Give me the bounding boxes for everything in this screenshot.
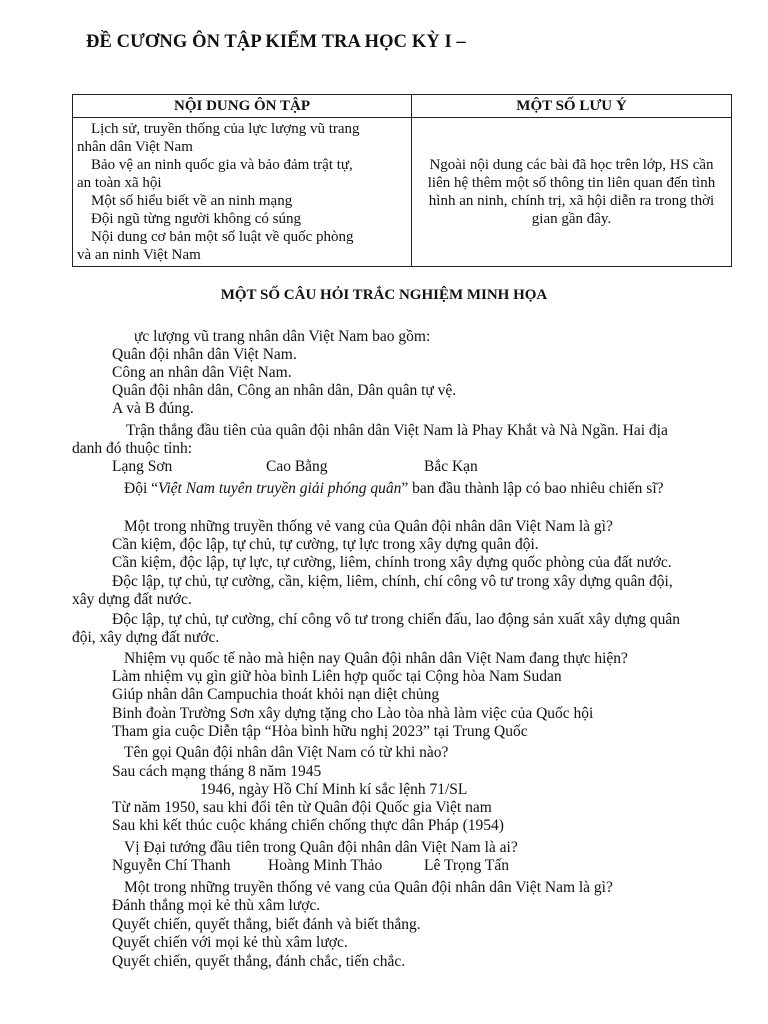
header-review-content: NỘI DUNG ÔN TẬP — [73, 95, 412, 118]
q8-option: Đánh thắng mọi kẻ thù xâm lược. — [112, 897, 321, 914]
question-3: Đội “Việt Nam tuyên truyền giải phóng quân” ban đầu thành lập có bao nhiêu chiến sĩ? — [124, 480, 664, 497]
question-2-cont: danh đó thuộc tỉnh: — [72, 440, 193, 457]
review-content-cell — [73, 118, 412, 267]
question-6: Tên gọi Quân đội nhân dân Việt Nam có từ khi nào? — [124, 744, 449, 761]
q5-option: Binh đoàn Trường Sơn xây dựng tặng cho Lào tòa nhà làm việc của Quốc hội — [112, 705, 594, 722]
q8-option: Quyết chiến, quyết thắng, biết đánh và biết thắng. — [112, 916, 421, 933]
q5-option: Giúp nhân dân Campuchia thoát khỏi nạn diệt chủng — [112, 686, 440, 703]
content-item: Đội ngũ từng người không có súng — [91, 211, 302, 227]
header-notes: MỘT SỐ LƯU Ý — [412, 95, 732, 118]
q1-option: Quân đội nhân dân, Công an nhân dân, Dân quân tự vệ. — [112, 382, 457, 399]
q4-option: Cần kiệm, độc lập, tự lực, tự cường, liêm, chính trong xây dựng quốc phòng của đất nước. — [112, 554, 672, 571]
q1-option: A và B đúng. — [112, 400, 194, 417]
section-title: MỘT SỐ CÂU HỎI TRẮC NGHIỆM MINH HỌA — [220, 287, 548, 303]
q4-option-cont: xây dựng đất nước. — [72, 591, 192, 608]
q1-option: Quân đội nhân dân Việt Nam. — [112, 346, 297, 363]
table-header-row — [73, 95, 732, 118]
content-item: Bảo vệ an ninh quốc gia và bảo đảm trật tự, an toàn xã hội — [77, 157, 353, 191]
q1-option: Công an nhân dân Việt Nam. — [112, 364, 292, 381]
question-5: Nhiệm vụ quốc tế nào mà hiện nay Quân đội nhân dân Việt Nam đang thực hiện? — [124, 650, 628, 667]
q5-option: Tham gia cuộc Diễn tập “Hòa bình hữu nghị 2023” tại Trung Quốc — [112, 723, 528, 740]
q5-option: Làm nhiệm vụ gìn giữ hòa bình Liên hợp quốc tại Cộng hòa Nam Sudan — [112, 668, 562, 685]
q2-option: Lạng Sơn — [112, 458, 173, 475]
q6-option: 1946, ngày Hồ Chí Minh kí sắc lệnh 71/SL — [200, 781, 468, 798]
review-outline-table — [72, 94, 732, 267]
q7-option: Nguyễn Chí Thanh — [112, 857, 231, 874]
q6-option: Sau khi kết thúc cuộc kháng chiến chống thực dân Pháp (1954) — [112, 817, 504, 834]
q4-option-cont: đội, xây dựng đất nước. — [72, 629, 220, 646]
table-body-row — [73, 118, 732, 267]
q4-option: Cần kiệm, độc lập, tự chủ, tự cường, tự lực trong xây dựng quân đội. — [112, 536, 539, 553]
q4-option: Độc lập, tự chủ, tự cường, cần, kiệm, liêm, chính, chí công vô tư trong xây dựng quân đội, — [112, 573, 673, 590]
document-title: ĐỀ CƯƠNG ÔN TẬP KIỂM TRA HỌC KỲ I – — [86, 32, 466, 52]
content-item: Nội dung cơ bản một số luật về quốc phòng và an ninh Việt Nam — [77, 229, 354, 263]
q6-option: Từ năm 1950, sau khi đổi tên từ Quân đội Quốc gia Việt nam — [112, 799, 492, 816]
q2-option: Cao Bằng — [266, 458, 328, 475]
question-2: Trận thắng đầu tiên của quân đội nhân dân Việt Nam là Phay Khắt và Nà Ngần. Hai địa — [126, 422, 668, 439]
question-8: Một trong những truyền thống vẻ vang của Quân đội nhân dân Việt Nam là gì? — [124, 879, 613, 896]
q7-option: Hoàng Minh Thảo — [268, 857, 383, 874]
q6-option: Sau cách mạng tháng 8 năm 1945 — [112, 763, 322, 780]
q7-option: Lê Trọng Tấn — [424, 857, 509, 874]
content-item: Lịch sử, truyền thống của lực lượng vũ trang nhân dân Việt Nam — [77, 121, 360, 155]
question-1: ực lượng vũ trang nhân dân Việt Nam bao gồm: — [134, 328, 431, 345]
question-7: Vị Đại tướng đầu tiên trong Quân đội nhân dân Việt Nam là ai? — [124, 839, 518, 856]
content-item: Một số hiểu biết về an ninh mạng — [91, 193, 293, 209]
q8-option: Quyết chiến, quyết thắng, đánh chắc, tiến chắc. — [112, 953, 406, 970]
q8-option: Quyết chiến với mọi kẻ thù xâm lược. — [112, 934, 348, 951]
notes-cell: Ngoài nội dung các bài đã học trên lớp, HS cần liên hệ thêm một số thông tin liên quan đến tình hình an ninh, chính trị, xã hội diễn ra trong thời gian gần đây. — [412, 118, 732, 267]
question-4: Một trong những truyền thống vẻ vang của Quân đội nhân dân Việt Nam là gì? — [124, 518, 613, 535]
q2-option: Bắc Kạn — [424, 458, 478, 475]
q4-option: Độc lập, tự chủ, tự cường, chí công vô tư trong chiến đấu, lao động sản xuất xây dựng quân — [112, 611, 681, 628]
